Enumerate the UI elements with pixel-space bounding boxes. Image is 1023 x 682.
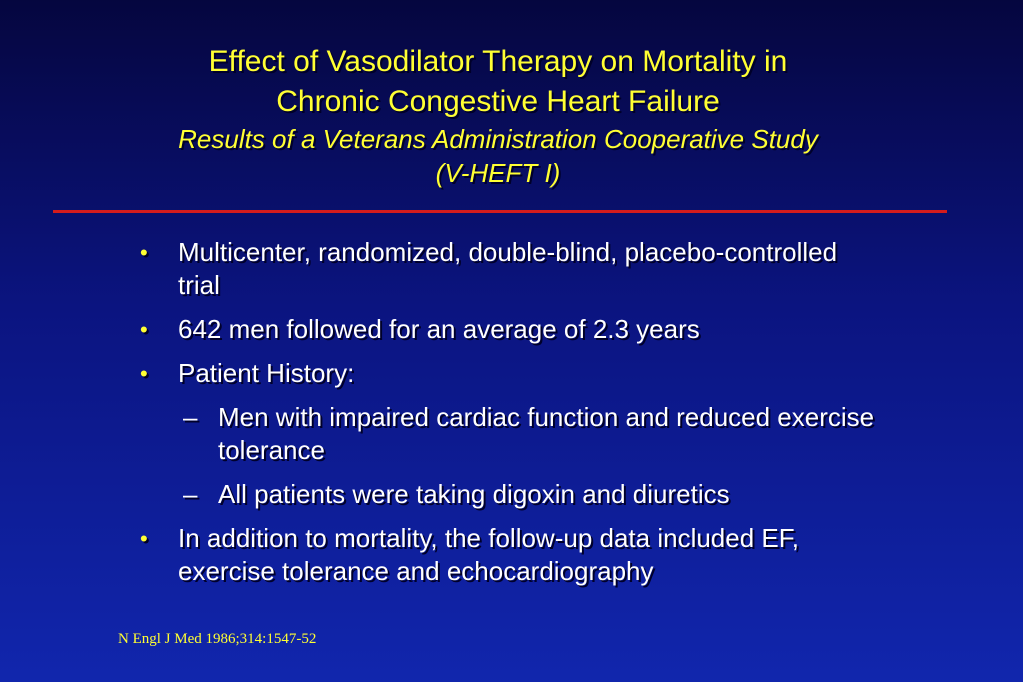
bullet-item-4 [140,522,880,588]
bullet-text: Patient History: [178,358,355,388]
sub-bullet-item-2 [140,478,880,511]
sub-bullet-text: All patients were taking digoxin and diuretics [218,479,730,509]
bullet-text: 642 men followed for an average of 2.3 years [178,314,700,344]
title-divider [53,210,947,213]
slide-title-block [60,42,936,190]
slide-subtitle-line-2: (V-HEFT I) [435,158,561,188]
bullet-icon: • [140,317,148,342]
bullet-icon: • [140,361,148,386]
bullet-list [140,236,880,599]
sub-bullet-item-1 [140,401,880,467]
citation: N Engl J Med 1986;314:1547-52 [118,631,317,647]
dash-icon: – [183,479,198,509]
bullet-icon: • [140,526,148,551]
slide-subtitle-line-1: Results of a Veterans Administration Cooperative Study [178,124,818,154]
bullet-item-3 [140,357,880,390]
bullet-item-2 [140,313,880,346]
bullet-item-1 [140,236,880,302]
slide-title-line-2: Chronic Congestive Heart Failure [276,85,720,118]
sub-bullet-text: Men with impaired cardiac function and reduced exercise tolerance [218,402,875,465]
bullet-text: Multicenter, randomized, double-blind, placebo-controlled trial [178,237,838,300]
dash-icon: – [183,402,198,432]
bullet-icon: • [140,240,148,265]
bullet-text: In addition to mortality, the follow-up data included EF, exercise tolerance and echocardiography [178,523,799,586]
slide-title-line-1: Effect of Vasodilator Therapy on Mortality in [208,45,788,78]
